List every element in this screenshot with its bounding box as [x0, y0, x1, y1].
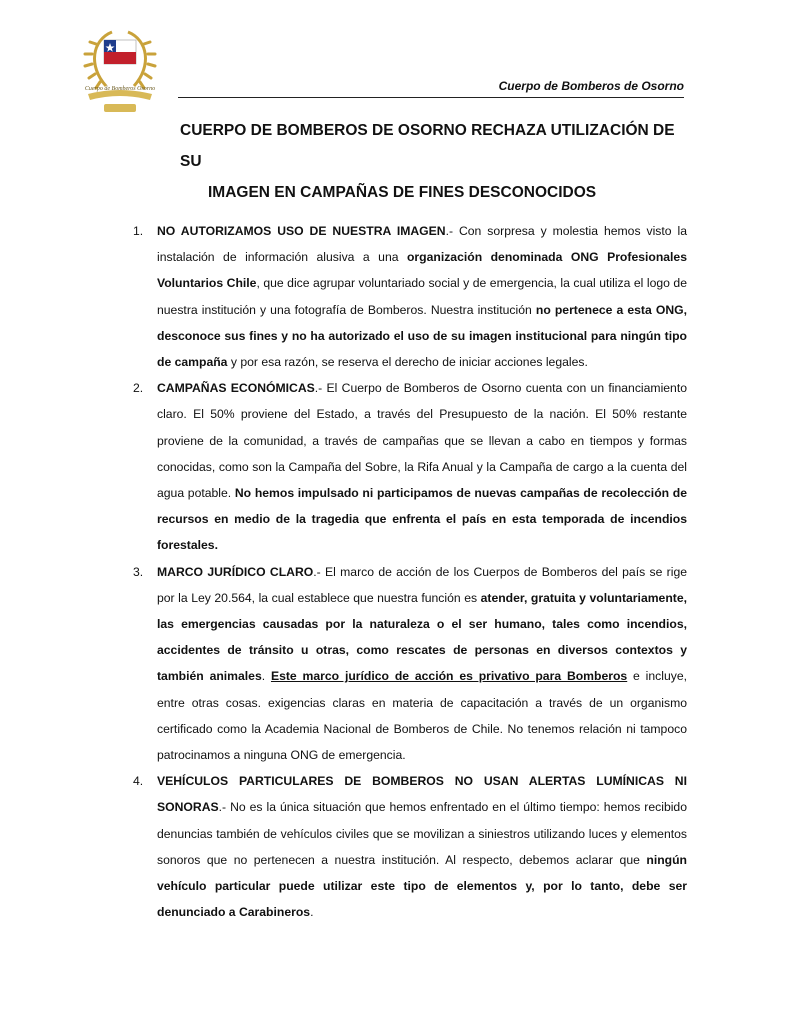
list-item: [115, 559, 687, 769]
item-text: Con sorpresa y molestia hemos visto la instalación de información alusiva a una: [157, 224, 687, 265]
item-text: y por esa razón, se reserva el derecho de iniciar acciones legales.: [227, 355, 588, 370]
item-bold-text: atender, gratuita y voluntariamente, las emergencias causadas por la naturaleza o el ser humano, tales como incendios, accidentes de tránsito u otras, como rescates de personas en diversos contextos y también animales: [157, 590, 688, 684]
item-text: El Cuerpo de Bomberos de Osorno cuenta con un financiamiento claro. El 50% proviene del Estado, a través del Presupuesto de la nación. El 50% restante proviene de la comunidad, a través de campañas que se llevan a cabo en tiempos y formas conocidas, como son la Campaña del Sobre, la Rifa Anual y la Campaña de cargo a la cuenta del agua potable.: [157, 381, 687, 501]
page-title: [160, 115, 680, 208]
item-heading: CAMPAÑAS ECONÓMICAS: [157, 381, 315, 396]
item-text: No es la única situación que hemos enfrentado en el último tiempo: hemos recibido denuncias también de vehículos civiles que se movilizan a siniestros utilizando luces y elementos sonoros que no pertenecen a nuestra institución. Al respecto, debemos aclarar que: [157, 800, 687, 867]
bomberos-logo: [82, 26, 158, 118]
title-line-2: IMAGEN EN CAMPAÑAS DE FINES DESCONOCIDOS: [208, 184, 597, 201]
item-heading: NO AUTORIZAMOS USO DE NUESTRA IMAGEN: [157, 224, 446, 238]
item-separator: .-: [313, 564, 325, 579]
header-divider: [178, 97, 684, 98]
header-org-name: Cuerpo de Bomberos de Osorno: [498, 79, 684, 93]
list-item: [115, 768, 687, 925]
item-text: .: [261, 669, 271, 684]
item-bold-text: ningún vehículo particular puede utilizar este tipo de elementos y, por lo tanto, debe ser denunciado a Carabineros: [157, 852, 687, 920]
item-underlined-text: Este marco jurídico de acción es privativo para Bomberos: [270, 669, 628, 684]
item-separator: .-: [445, 224, 459, 238]
item-number: 2.: [133, 381, 144, 396]
logo-caption: Cuerpo de Bomberos Osorno: [84, 86, 156, 92]
item-number: 3.: [133, 564, 144, 579]
list-item: [115, 375, 687, 558]
item-separator: .-: [218, 800, 231, 815]
item-text: , que dice agrupar voluntariado social y de emergencia, la cual utiliza el logo de nuestra institución y una fotografía de Bomberos. Nuestra institución: [157, 276, 687, 317]
item-bold-text: No hemos impulsado ni participamos de nuevas campañas de recolección de recursos en medio de la tragedia que enfrenta el país en esta temporada de incendios forestales.: [157, 486, 687, 553]
item-bold-text: no pertenece a esta ONG, desconoce sus fines y no ha autorizado el uso de su imagen institucional para ningún tipo de campaña: [157, 302, 687, 370]
item-text: .: [310, 905, 314, 920]
item-separator: .-: [314, 381, 327, 396]
list-item: [115, 218, 687, 375]
item-heading: VEHÍCULOS PARTICULARES DE BOMBEROS NO USAN ALERTAS LUMÍNICAS NI SONORAS: [157, 774, 687, 815]
item-bold-text: organización denominada ONG Profesionales Voluntarios Chile: [157, 250, 687, 291]
item-text: e incluye, entre otras cosas. exigencias claras en materia de capacitación a través de un organismo certificado como la Academia Nacional de Bomberos de Chile. No tenemos relación ni tampoco patrocinamos a ninguna ONG de emergencia.: [157, 669, 687, 763]
statement-list: [115, 218, 687, 925]
item-heading: MARCO JURÍDICO CLARO: [157, 564, 314, 579]
item-text: El marco de acción de los Cuerpos de Bomberos del país se rige por la Ley 20.564, la cual establece que nuestra función es: [157, 564, 688, 605]
item-number: 4.: [133, 774, 144, 789]
title-line-1: CUERPO DE BOMBEROS DE OSORNO RECHAZA UTILIZACIÓN DE SU: [180, 122, 675, 170]
item-number: 1.: [133, 224, 144, 238]
laurel-flag-emblem-icon: [82, 26, 158, 118]
